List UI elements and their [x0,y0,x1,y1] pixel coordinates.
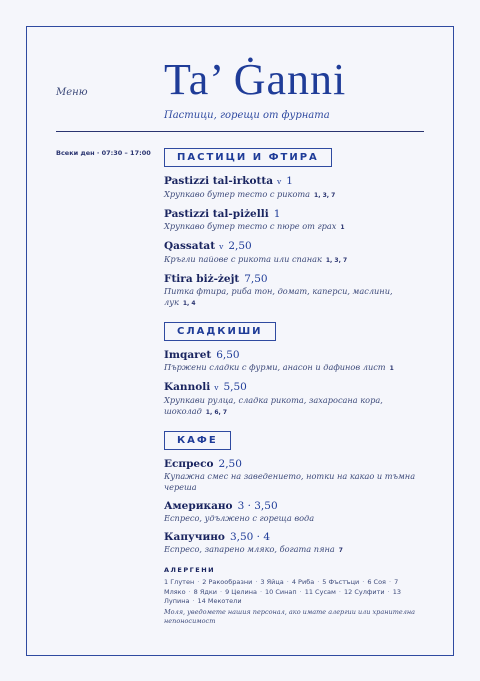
menu-item [164,499,419,524]
item-description-text: Еспресо, удължено с гореща вода [164,513,315,523]
item-name-line [164,174,419,189]
separator-dot: · [286,578,289,586]
item-name: Imqaret [164,349,212,361]
separator-dot: · [255,578,258,586]
item-price: 3 · 3,50 [237,500,278,512]
item-allergens: 1, 3, 7 [314,192,336,199]
item-allergens: 1 [389,365,394,372]
menu-content [164,145,419,627]
allergen-entry: 5 Фъстъци [322,578,360,586]
item-price: 1 [286,175,293,187]
opening-hours: Всеки ден · 07:30 – 17:00 [56,149,151,157]
item-description-text: Хрупкаво бутер тесто с пюре от грах [164,221,337,231]
allergen-entry: 10 Синап [265,587,297,596]
menu-section [164,319,419,418]
allergen-list [164,578,419,607]
separator-dot: · [338,587,341,596]
header-divider [56,131,424,132]
restaurant-title: Ta’ Ġanni [164,55,347,104]
allergen-entry: 2 Ракообразни [202,578,253,586]
separator-dot: · [259,587,263,596]
menu-item [164,457,419,493]
menu-item [164,174,419,201]
menu-item [164,207,419,233]
item-description-text: Хрупкави рулца, сладка рикота, захаросана кора, шоколад [164,395,383,416]
item-price: 5,50 [223,381,247,393]
item-name: Капучино [164,531,225,543]
item-description-text: Купажна смес на заведението, нотки на какао и тъмна череша [164,471,416,492]
menu-item [164,272,419,309]
allergen-entry: 8 Ядки [193,587,218,596]
allergen-entry: 6 Соя [367,578,386,586]
separator-dot: · [197,578,200,586]
separator-dot: · [188,587,191,596]
allergen-entry: 13 Лупина [164,587,402,605]
separator-dot: · [192,597,195,605]
item-name-line [164,348,419,362]
item-description-text: Хрупкаво бутер тесто с рикота [164,189,311,199]
item-description [164,513,419,524]
section-heading: СЛАДКИШИ [164,322,276,341]
vegetarian-mark: v [277,177,282,186]
item-name: Pastizzi tal-irkotta [164,175,274,187]
item-price: 2,50 [218,458,242,470]
allergen-entry: 4 Риба [291,578,315,586]
item-price: 2,50 [228,240,252,252]
allergen-entry: 12 Сулфити [343,587,385,596]
item-allergens: 1 [340,224,345,231]
allergen-entry: 9 Целина [225,587,257,596]
allergen-entry: 14 Мекотели [197,597,242,605]
menu-section [164,428,419,556]
section-items [164,348,419,418]
section-heading: КАФЕ [164,431,231,450]
menu-item [164,380,419,418]
item-price: 6,50 [216,349,240,361]
allergen-note: Моля, уведомете нашия персонал, ако имате алергии или хранителна непоносимост [164,607,415,625]
menu-item [164,239,419,266]
item-allergens: 1, 3, 7 [325,257,348,264]
separator-dot: · [362,578,365,586]
item-description-text: Еспресо, запарено мляко, богата пяна [164,544,335,554]
separator-dot: · [388,578,392,586]
item-name: Ftira biż-żejt [164,273,240,285]
item-name: Kannoli [164,381,211,393]
menu-item [164,530,419,556]
separator-dot: · [387,587,390,596]
section-heading: ПАСТИЦИ И ФТИРА [164,148,332,167]
item-description-text: Пържени сладки с фурми, анасон и дафинов лист [164,362,386,372]
item-description [164,189,419,201]
item-description-text: Кръгли пайове с рикота или спанак [164,254,322,264]
item-description [164,221,419,233]
separator-dot: · [317,578,320,586]
item-description [164,544,419,556]
separator-dot: · [220,587,223,596]
menu-label: Меню [56,87,88,98]
item-description [164,254,419,266]
separator-dot: · [299,587,302,596]
vegetarian-mark: v [219,242,224,251]
allergen-entry: 3 Яйца [260,578,284,586]
item-price: 1 [273,208,281,220]
section-items [164,174,419,309]
allergen-legend [164,566,419,627]
menu-section [164,145,419,309]
item-name: Qassatat [164,240,216,252]
item-description [164,471,419,493]
item-name-line [164,239,419,254]
allergen-entry: 1 Глутен [164,578,195,586]
item-allergens: 7 [338,547,343,554]
item-description [164,362,419,374]
item-name-line [164,380,419,395]
item-name-line [164,530,419,544]
section-items [164,457,419,556]
menu-sections [164,145,419,556]
allergen-title: АЛЕРГЕНИ [164,566,216,574]
item-price: 7,50 [244,273,268,285]
item-name-line [164,272,419,286]
item-allergens: 1, 4 [182,300,196,307]
item-price: 3,50 · 4 [229,531,271,543]
allergen-entry: 11 Сусам [304,587,336,596]
item-name-line [164,457,419,471]
item-description [164,395,419,418]
item-name: Pastizzi tal-piżelli [164,208,269,220]
item-name-line [164,499,419,513]
item-description [164,286,419,309]
item-name: Еспресо [164,458,214,470]
item-name: Американо [164,500,233,512]
vegetarian-mark: v [214,383,219,392]
menu-item [164,348,419,374]
item-description-text: Питка фтира, риба тон, домат, каперси, маслини, лук [164,286,393,307]
allergen-entry: 7 Мляко [164,578,399,596]
item-name-line [164,207,419,221]
item-allergens: 1, 6, 7 [205,409,228,416]
restaurant-subtitle: Пастици, горещи от фурната [164,110,330,121]
